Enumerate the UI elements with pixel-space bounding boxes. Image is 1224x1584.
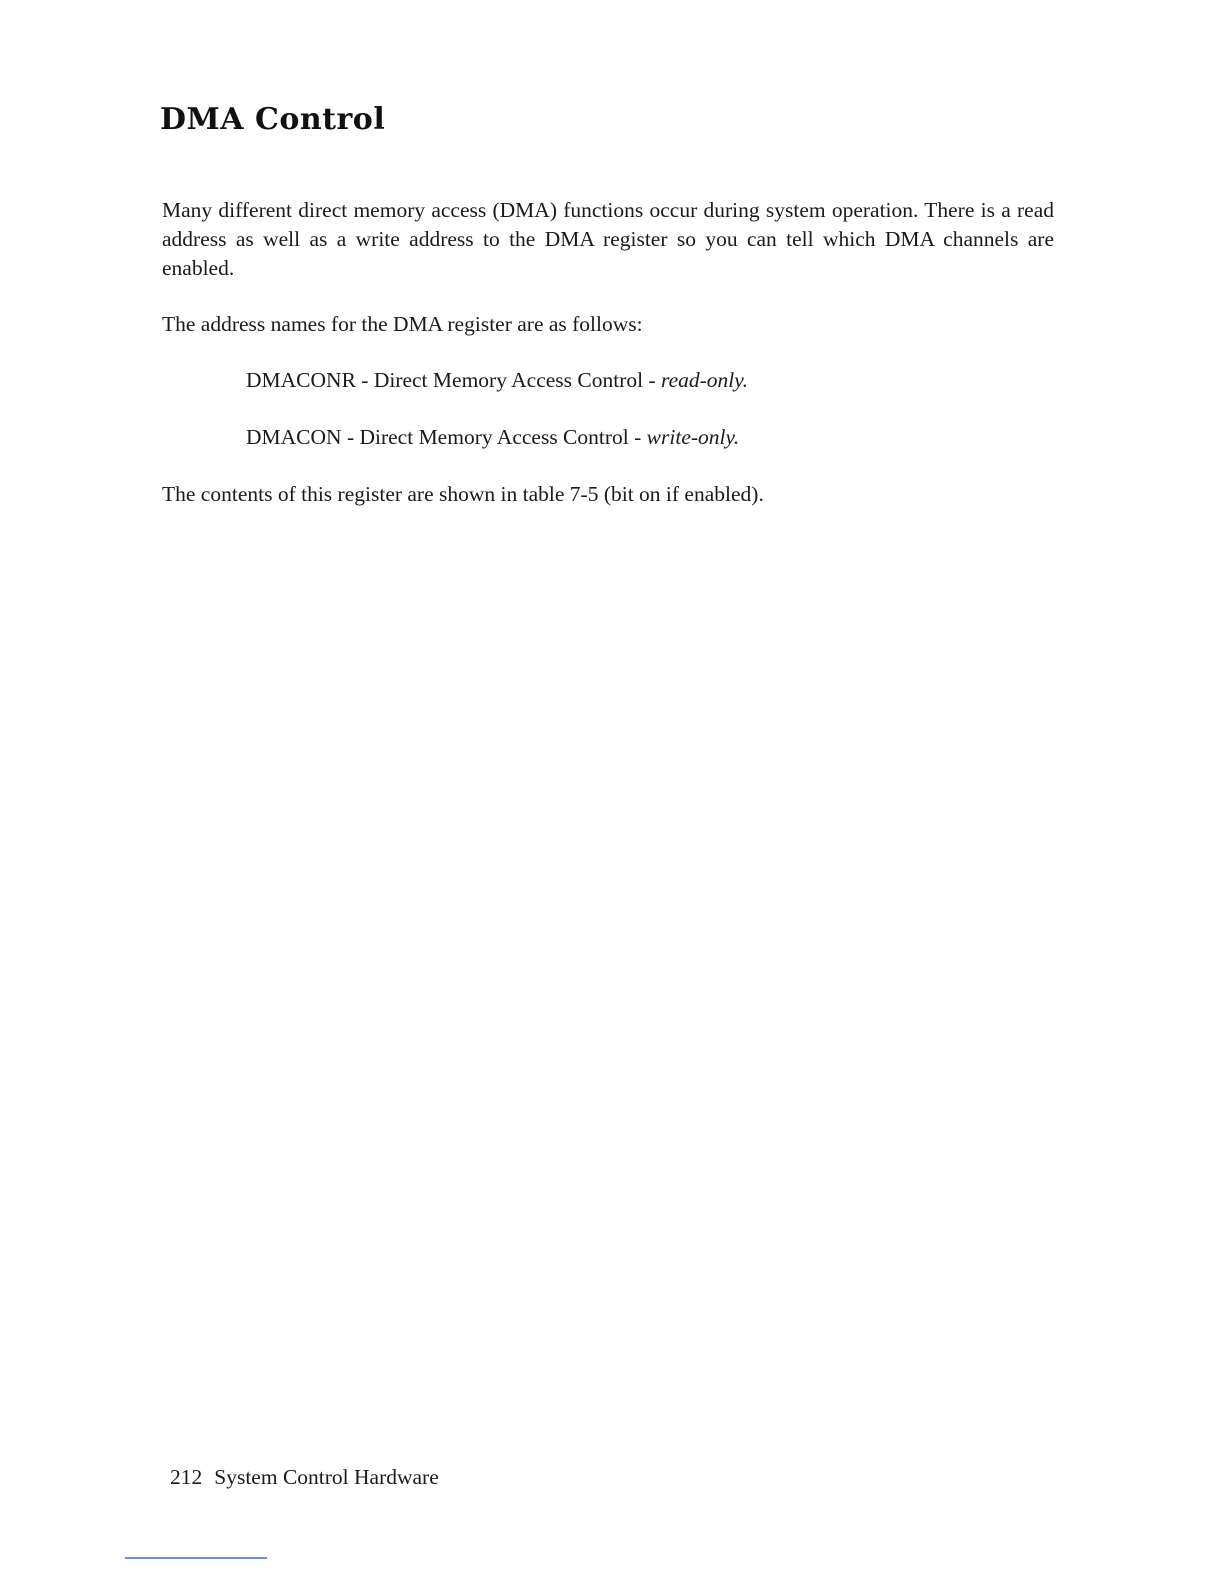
footer-section-title: System Control Hardware xyxy=(214,1465,439,1489)
register-line-dmaconr xyxy=(246,366,748,395)
page-footer xyxy=(170,1463,439,1492)
intro-paragraph: Many different direct memory access (DMA) functions occur during system operation. There is a read address as well as a write address to the DMA register so you can tell which DMA channels are enabled. xyxy=(162,198,1054,280)
register-line-dmacon xyxy=(246,423,739,452)
register-description: DMACONR - Direct Memory Access Control - xyxy=(246,368,662,392)
register-description: DMACON - Direct Memory Access Control - xyxy=(246,425,647,449)
register-access-mode: write-only. xyxy=(646,425,740,449)
scan-edge-mark xyxy=(125,1557,267,1559)
page-number: 212 xyxy=(170,1465,203,1489)
section-heading: DMA Control xyxy=(160,102,386,137)
address-names-paragraph: The address names for the DMA register are as follows: xyxy=(162,312,643,336)
contents-paragraph: The contents of this register are shown in table 7-5 (bit on if enabled). xyxy=(162,482,764,506)
register-access-mode: read-only. xyxy=(661,368,748,392)
